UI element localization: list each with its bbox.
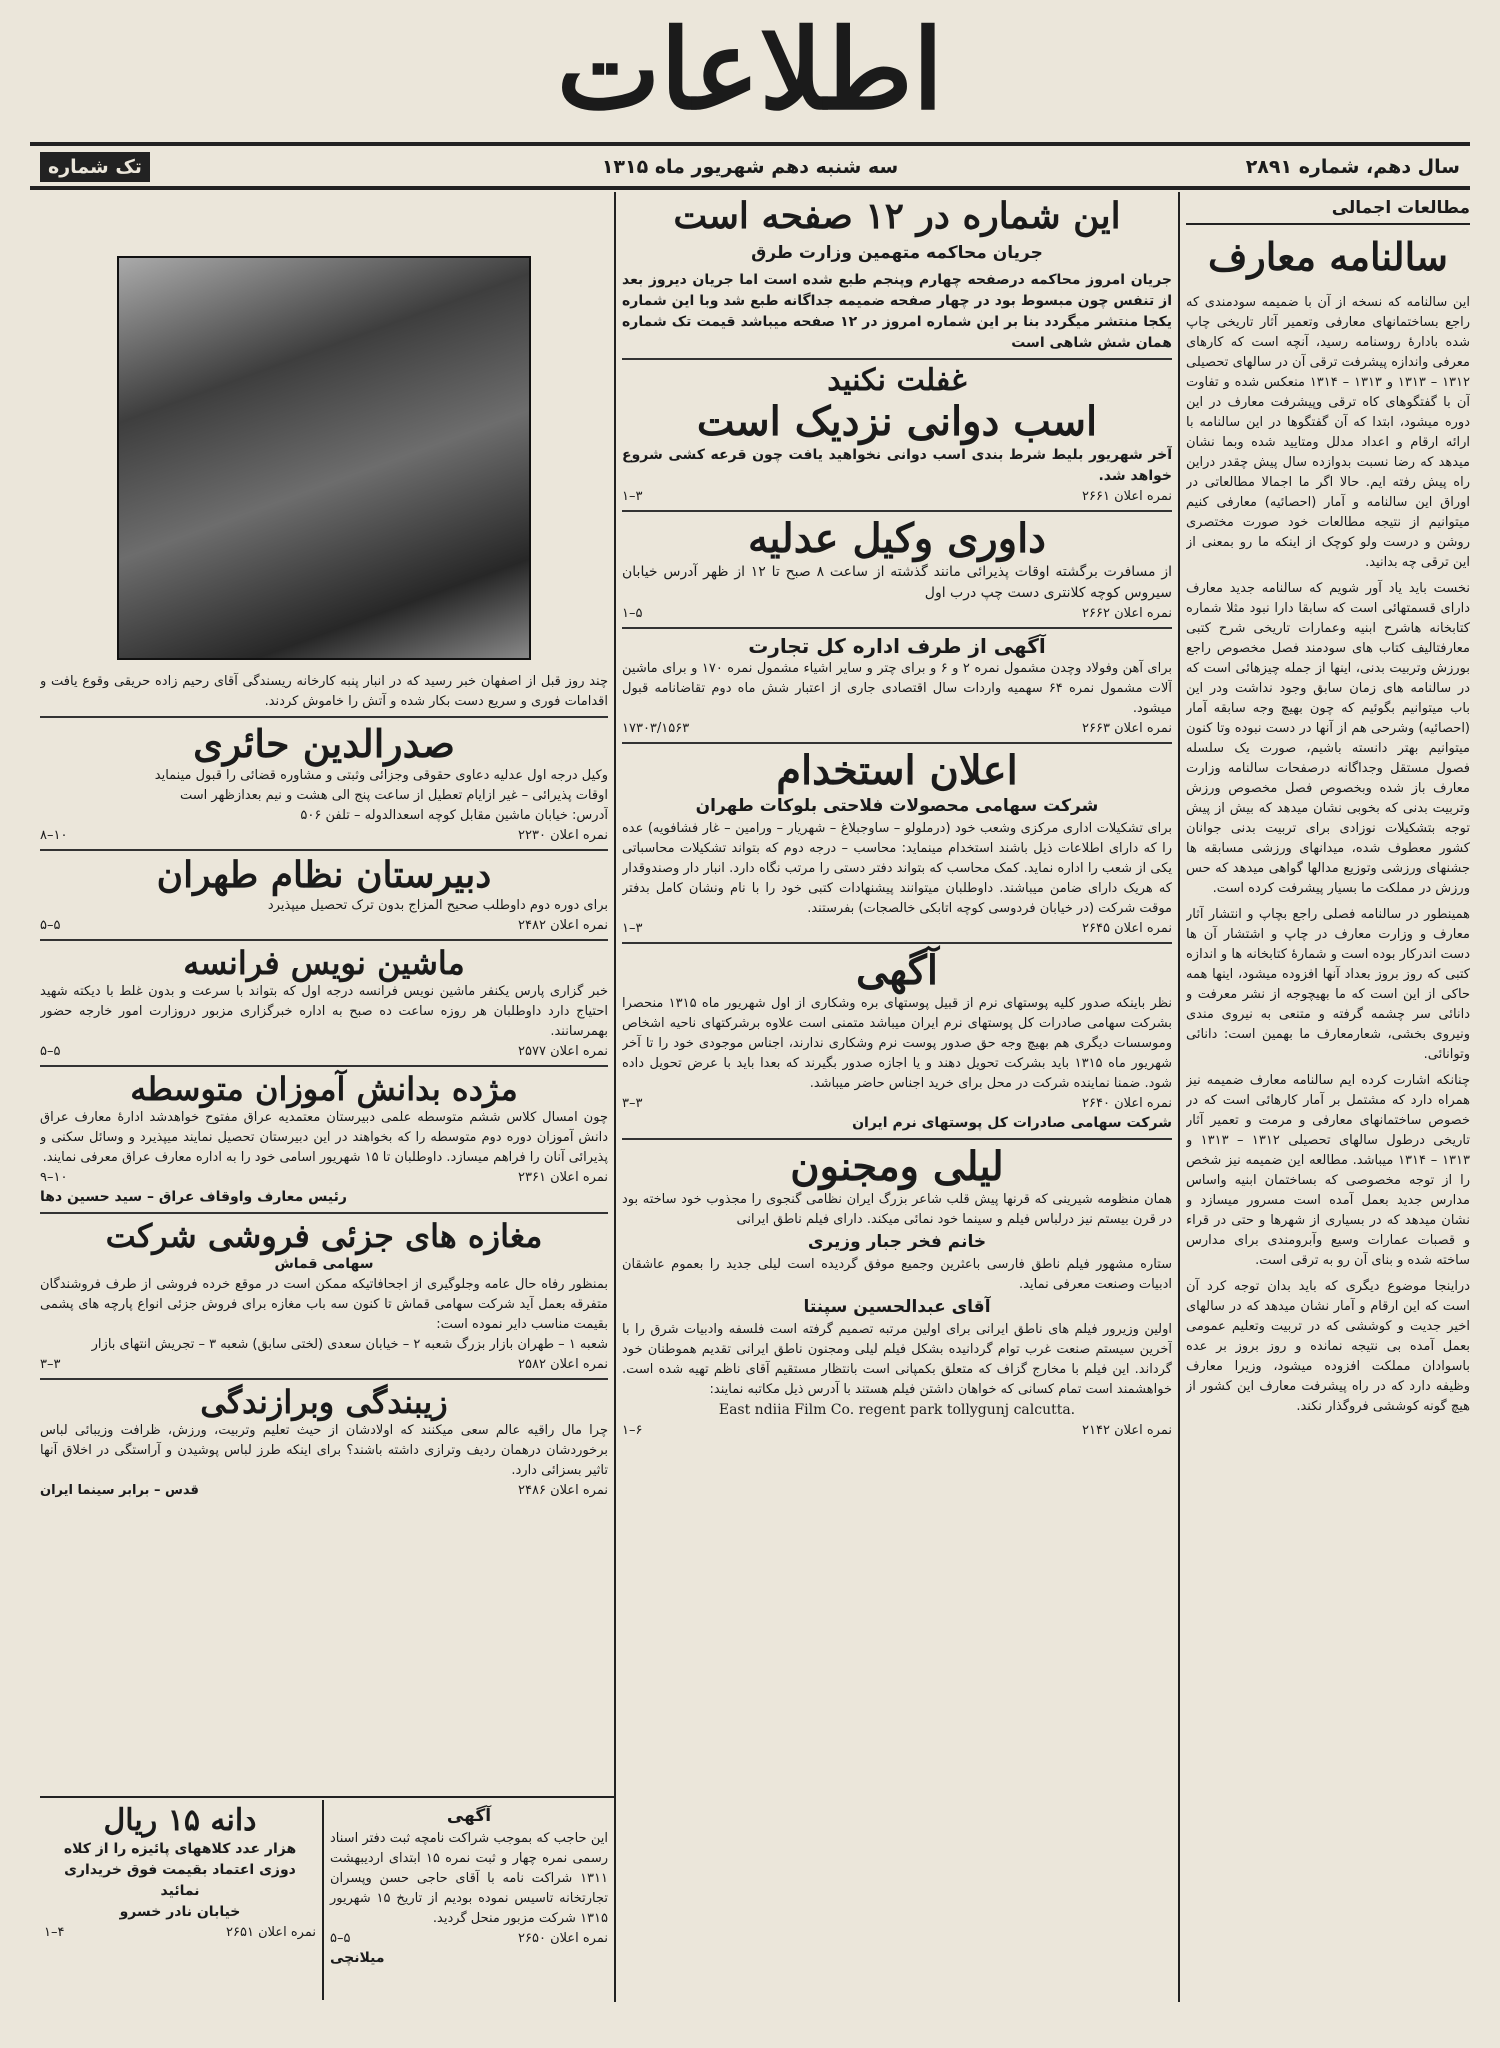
issue-number: ۲۸۹۱: [1245, 156, 1293, 178]
ad-students: [40, 1071, 608, 1208]
ad-fashion-text: چرا مال راقیه عالم سعی میکنند که اولادشان از حیث تعلیم وتربیت، ورزش، ظرافت وزیبائی لباس برخوردشان درهمان ردیف وترازی داشته باشند؟ برای اینکه طرز لباس پوشیدن و آراستگی در اخلاق آنها تاثیر بسزائی دارد.: [40, 1423, 608, 1479]
ad-hats-address: خیابان نادر خسرو: [119, 1903, 241, 1920]
article-paragraph-4: چنانکه اشارت کرده ایم سالنامه معارف ضمیمه نیز همراه دارد که مشتمل بر آمار کارهائی است که در خصوص ساختمانهای معارفی و مرمت و تعمیر آثار تاریخی درطول سالهای تحصیلی ۱۳۱۲ – ۱۳۱۳ و ۱۳۱۳ – ۱۳۱۴ میباشد. مطالعه این ضمیمه نیز شخص را از توجه مخصوصی که بساختمان ابنیه واساس مدارس جدید بعمل آمده است مسرور میسازد و نشان میدهد که در بسیاری از شهرها و حتی در قراء و قصبات عمارات وسیع وآبرومندی برای مدارس ساخته شده و بنای آن رو به ترقی است.: [1186, 1072, 1470, 1268]
ad-jobs-title: اعلان استخدام: [776, 746, 1018, 794]
ad-shops-title: مغازه های جزئی فروشی شرکت: [105, 1216, 543, 1255]
ad-partnership-signature: میلانچی: [330, 1950, 385, 1966]
column-center: [622, 196, 1172, 1996]
ad-typist-text: خبر گزاری پارس یکنفر ماشین نویس فرانسه درجه اول که بتواند با سرعت و بدون غلط با دیکته شهید احتیاج دارد داوطلبان هر روزه ساعت ده صبح به اداره خبرگزاری مزبور دروزارت امور خارجه حضور بهمرسانند.: [40, 983, 608, 1039]
bottom-divider-1: [322, 1800, 324, 2000]
ad-furs-number: نمره اعلان ۲۶۴۰: [1082, 1095, 1172, 1111]
ad-lawyer-haeri-title: صدرالدین حائری: [193, 721, 455, 766]
ad-lawyer-text: از مسافرت برگشته اوقات پذیرائی مانند گذشته از ساعت ۸ صبح تا ۱۲ از ظهر آدرس خیابان سیروس کوچه کلانتری دست چپ درب اول: [622, 563, 1172, 601]
ad-shops-branches: شعبه ۱ – طهران بازار بزرگ شعبه ۲ – خیابان سعدی (لختی سابق) شعبه ۳ – تجریش انتهای بازار: [91, 1337, 608, 1353]
ad-lawyer-haeri: [40, 722, 608, 845]
ad-furs-text: نظر باینکه صدور کلیه پوستهای نرم از قبیل پوستهای بره وشکاری از اول شهریور ماه ۱۳۱۵ منحصرا بشرکت سهامی صادرات کل پوستهای نرم ایران میباشد متمنی است علاوه برشرکتهای ناحیه اشخاص وموسسات دیگری هم بهیچ وجه حق صدور پوست نرم وشکاری ندارند، اجناس موجودی خود را تا آخر شهریور ماه ۱۳۱۵ باید بشرکت تحویل دهند و یا اجازه صدور بگیرند که بعدا باید با عرض تحویل داده شود. ضمنا نماینده شرکت در محل برای خرید اجناس حاضر میباشد.: [622, 995, 1172, 1091]
ad-lottery: [622, 364, 1172, 506]
ad-film: [622, 1144, 1172, 1440]
ad-jobs: [622, 748, 1172, 938]
ad-shops-text: بمنظور رفاه حال عامه وجلوگیری از اجحافاتیکه ممکن است در موقع خرده فروشی از طرف فروشندگان متفرقه بعمل آید شرکت سهامی قماش تا کنون سه باب مغازه برای فروش جزئی انواع پارچه های پشمی بقیمت مناسب دایر نموده است:: [40, 1277, 608, 1333]
issue-label: سال دهم، شماره: [1298, 156, 1460, 178]
ad-trade-code: ۱۷۳۰۳/۱۵۶۳: [622, 720, 690, 736]
ad-trade: [622, 633, 1172, 738]
ad-hats-number: نمره اعلان ۲۶۵۱: [226, 1924, 316, 1940]
ad-typist: [40, 945, 608, 1061]
ad-lawyer-haeri-code: ۱۰–۸: [40, 827, 68, 843]
ad-lawyer: [622, 516, 1172, 623]
ad-lottery-number: نمره اعلان ۲۶۶۱: [1082, 488, 1172, 504]
ad-students-title: مژده بدانش آموزان متوسطه: [130, 1069, 518, 1108]
ad-hats-text: هزار عدد کلاههای پائیزه را از کلاه دوزی اعتماد بقیمت فوق خریداری نمائید: [63, 1840, 297, 1899]
ad-film-code: ۶–۱: [622, 1422, 643, 1438]
price-tag: تک شماره: [40, 152, 150, 182]
section-header: مطالعات اجمالی: [1186, 196, 1470, 225]
column-divider-left: [614, 192, 616, 2002]
article-paragraph-1: این سالنامه که نسخه از آن با ضمیمه سودمندی که راجع بساختمانهای معارفی وتعمیر آثار تاریخی چاپ شده بادارهٔ روسنامه رسید، آنچه است که کارهای معرفی واندازه پیشرفت ترقی آن در سالهای تحصیلی ۱۳۱۲ – ۱۳۱۳ و ۱۳۱۳ – ۱۳۱۴ منعکس شده و تفاوت آن با گفتگوهای کاه ترقی وپیشرفت معارف در این دوره میشود، ابتدا که آن گفتگوها در این سالنامه با ارائه ارقام و اعداد مدلل ومتایید شده وبما نشان میدهد که رضا نسبت بدوازده سال پیش چقدر دراین راه پیش رفته ایم. حالا اگر ما اجمالا مطالعاتی در اوراق این سالنامه و آمار (احصائیه) معارفی کنیم میتوانیم از نتیجه مطالعات خود صورت مختصری روشن و درست ولو کوچک از اینکه ما رو بمعنی از این ترقی چه بدانید.: [1186, 294, 1470, 570]
ad-fashion-signature: قدس – برابر سینما ایران: [40, 1483, 199, 1499]
ad-partnership-number: نمره اعلان ۲۶۵۰: [518, 1931, 608, 1946]
ad-school-title: دبیرستان نظام طهران: [156, 853, 492, 896]
ad-lawyer-haeri-text: وکیل درجه اول عدلیه دعاوی حقوقی وجزائی وثبتی و مشاوره قضائی را قبول مینماید: [154, 767, 608, 783]
ad-lawyer-title: داوری وکیل عدلیه: [747, 514, 1046, 562]
ad-shops-number: نمره اعلان ۲۵۸۲: [518, 1357, 608, 1373]
ad-jobs-number: نمره اعلان ۲۶۴۵: [1082, 920, 1172, 936]
ad-shops: [40, 1218, 608, 1375]
article-paragraph-3: همینطور در سالنامه فصلی راجع بچاپ و انتشار آثار معارف و وزارت معارف در چاپ و اشتشار آن ها دست اندرکار بوده است و شمارهٔ کتابخانه ها و اندازه کتبی که روز بروز بعداد آنها افزوده میشود، اینها همه حاکی از این است که ما بهیچوجه از نشر معرفت و دانائی سر چشمه گرفته و متنعی به نیروی مندی ونیروی بخشی، شعارمعارف ما بهمین است: دانائی وتوانائی.: [1186, 906, 1470, 1062]
ad-typist-number: نمره اعلان ۲۵۷۷: [518, 1043, 608, 1059]
ad-lottery-title-2: اسب دوانی نزدیک است: [696, 397, 1098, 445]
ad-shops-code: ۳–۳: [40, 1357, 61, 1373]
masthead: [0, 0, 1500, 140]
photo-caption: چند روز قبل از اصفهان خبر رسید که در انبار پنبه کارخانه ریسندگی آقای رحیم زاده حریقی وقوع یافت و اقدامات فوری و سریع دست بکار شده و آتش را خاموش کردند.: [40, 674, 608, 709]
ad-fashion: [40, 1384, 608, 1500]
ad-film-star-2: آقای عبدالحسین سپنتا: [803, 1296, 991, 1317]
ad-trade-text: برای آهن وفولاد وچدن مشمول نمره ۲ و ۶ و برای چتر و سایر اشیاء مشمول نمره ۱۷۰ و برای ماشین آلات مشمول نمره ۶۴ سهمیه واردات سال اقتصادی جاری از اعتبار شش ماه دوم تقاضانامه قبول میشود.: [622, 660, 1172, 716]
ad-jobs-code: ۳–۱: [622, 920, 643, 936]
ad-furs-signature: شرکت سهامی صادرات کل پوستهای نرم ایران: [852, 1114, 1172, 1131]
masthead-rule-bottom: [30, 186, 1470, 190]
article-paragraph-2: نخست باید یاد آور شویم که سالنامه جدید معارف دارای قسمتهائی است که سابقا دارا نبود مثلا شماره کتابخانه هاشرح ابنیه وعمارات تاریخی شرح کتبی معارفتالیف کتاب های سودمند فصل مخصوص راجع بورزش وتربیت بدنی، اینها از جمله چیزهائی است که در سالنامه های زمان سابق وجود نداشت ودر این باب میتوانیم بگوئیم که چون بهیچ وجه سابقه آمار (احصائیه) وشرحی هم از آنها در دست نبوده وتا کنون میتوانیم بهتر دانسته باشیم، صورت یک سلسله فصول مستقل وجداگانه درصفحات سالنامه وزارت معارف باز شده وبخصوص فصل مخصوص ورزش وتربیت بدنی که بخوبی نشان میدهد که بیش از پیش توجه بتشکیلات نوزادی برای تربیت بدنی جوانان کشور معطوف شده، میدانهای ورزشی مسابقه ها جشنهای ورزشی وتوزیع مدالها گواهی میدهد که حس ورزش در مملکت ما بسیار پیشرفت کرده است.: [1186, 580, 1470, 896]
ad-film-title: لیلی ومجنون: [790, 1142, 1004, 1190]
ad-furs: [622, 948, 1172, 1134]
article-title: سالنامه معارف: [1207, 234, 1448, 279]
ad-students-code: ۱۰–۹: [40, 1169, 68, 1185]
ad-school-number: نمره اعلان ۲۴۸۲: [518, 918, 608, 934]
masthead-title: اطلاعات: [556, 5, 944, 134]
issue-date: سه شنبه دهم شهریور ماه ۱۳۱۵: [601, 156, 899, 178]
ad-hats-title: دانه ۱۵ ریال: [103, 1803, 257, 1838]
ad-jobs-text: برای تشکیلات اداری مرکزی وشعب خود (درملولو – ساوجبلاغ – شهریار – ورامین – غار فشافویه) عده را که دارای اطلاعات ذیل باشند استخدام مینماید: محاسب – درجه دوم که بتواند تشکیلات محاسباتی یکی از شعب را اداره نماید. کمک محاسب که بتواند دفتر دستی را مرتب نگاه دارد. انبار دار وصندوقدار که هریک دارای ضامن میباشند. داوطلبان میتوانند پیشنهادات کتبی خود را با نام ونشان کامل بدفتر موقت شرکت (در خیابان فردوسی کوچه اتابکی خالصجات) بفرستند.: [622, 820, 1172, 916]
ad-lawyer-haeri-address: آدرس: خیابان ماشین مقابل کوچه اسعدالدوله – تلفن ۵۰۶: [300, 807, 608, 823]
ad-lawyer-haeri-number: نمره اعلان ۲۲۳۰: [518, 827, 608, 843]
ad-film-star-1: خانم فخر جبار وزیری: [807, 1231, 987, 1252]
notice-title: این شماره در ۱۲ صفحه است: [673, 196, 1121, 237]
notice-text: جریان امروز محاکمه درصفحه چهارم وپنجم طبع شده است اما جریان دیروز بعد از تنفس چون مبسوط بود در چهار صفحه ضمیمه جداگانه طبع شد وبا این شماره یکجا منتشر میگردد بنا بر این شماره امروز در ۱۲ صفحه میباشد قیمت تک شماره همان شش شاهی است: [622, 272, 1172, 352]
ad-school: [40, 855, 608, 935]
ad-lawyer-haeri-hours: اوقات پذیرائی – غیر ازایام تعطیل از ساعت پنج الی هشت و نیم بعدازظهر است: [180, 787, 608, 803]
masthead-rule-top: [30, 142, 1470, 146]
ad-shops-subtitle: سهامی قماش: [274, 1256, 374, 1273]
ad-school-code: ۵–۵: [40, 918, 61, 934]
ad-film-number: نمره اعلان ۲۱۴۲: [1082, 1422, 1172, 1438]
ad-lottery-code: ۳–۱: [622, 488, 643, 504]
ad-typist-title: ماشین نویس فرانسه: [183, 944, 465, 983]
ad-furs-title: آگهی: [856, 946, 938, 994]
ad-lottery-text: آخر شهریور بلیط شرط بندی اسب دوانی نخواهید یافت چون قرعه کشی شروع خواهد شد.: [622, 446, 1172, 484]
ad-furs-code: ۳–۳: [622, 1095, 643, 1111]
ad-hats: [40, 1800, 320, 2000]
ad-partnership-code: ۵–۵: [330, 1931, 351, 1946]
ad-film-text-2: ستاره مشهور فیلم ناطق فارسی باعثرین وجمیع موفق گردیده است لیلی جدید را بعموم عاشقان ادبیات وصنعت معرفی نماید.: [622, 1256, 1172, 1292]
notice-block: [622, 196, 1172, 354]
ad-lawyer-code: ۵–۱: [622, 605, 643, 621]
column-right: [1186, 196, 1470, 1996]
ad-students-signature: رئیس معارف واوقاف عراق – سید حسین دها: [40, 1188, 347, 1205]
ad-students-number: نمره اعلان ۲۳۶۱: [518, 1169, 608, 1185]
ad-fashion-number: نمره اعلان ۲۴۸۶: [518, 1483, 608, 1499]
ad-film-address: East ndiia Film Co. regent park tollygunj calcutta.: [718, 1401, 1076, 1418]
ad-trade-title: آگهی از طرف اداره کل تجارت: [748, 633, 1046, 658]
article-paragraph-5: دراینجا موضوع دیگری که باید بدان توجه کرد آن است که این ارقام و آمار نشان میدهد که در سالهای اخیر جدیت و کوششی که در تربیت وتعلیم عمومی بعمل آمده بی نتیجه نمانده و روز بروز بر عده باسوادان مملکت افزوده میشود، وزیرا معارف وظیفه دارد که در راه پیشرفت معارف این کشور از هیچ گونه کوششی فروگذار نکند.: [1186, 1278, 1470, 1414]
ad-students-text: چون امسال کلاس ششم متوسطه علمی دبیرستان معتمدیه عراق مفتوح خواهدشد ادارهٔ معارف عراق دانش آموزان دوره دوم متوسطه را که بخواهند در این دبیرستان تحصیل نمایند میپذیرد و وسائل سکنی و پذیرائی آنان را فراهم میسازد. داوطلبان تا ۱۵ شهریور اسامی خود را به اداره معارف عراق معرفی نمایند.: [40, 1109, 608, 1165]
ad-partnership-title: آگهی: [446, 1806, 492, 1826]
ad-typist-code: ۵–۵: [40, 1043, 61, 1059]
ad-hats-code: ۴–۱: [44, 1924, 65, 1940]
ad-partnership-text: این حاجب که بموجب شراکت نامچه ثبت دفتر اسناد رسمی نمره چهار و ثبت نمره ۱۵ ابتدای اردیبهشت ۱۳۱۱ شراکت نامه با آقای حاجی حسن وپسران تجارتخانه تاسیس نموده بودیم از تاریخ ۱۵ شهریور ۱۳۱۵ شرکت مزبور منحل گردید.: [330, 1831, 608, 1926]
notice-subtitle: جریان محاکمه متهمین وزارت طرق: [751, 243, 1043, 264]
ad-partnership: [326, 1800, 612, 2000]
dateline-bar: [30, 150, 1470, 184]
column-left: [40, 196, 608, 1796]
ad-lawyer-number: نمره اعلان ۲۶۶۲: [1082, 605, 1172, 621]
ad-film-text-3: اولین وزیرور فیلم های ناطق ایرانی برای اولین مرتبه تصمیم گرفته است فلسفه وادبیات شرق را با آخرین سیستم صنعت غرب توام گردانیده بشکل فیلم لیلی ومجنون ناطق ایرانی تقدیم هموطنان خود گرداند. این فیلم با مخارج گزاف که متعلق بکمپانی است بانتظار مستقیم آقای ناظم تهیه شده است. خواهشمند است تمام کسانی که خواهان داشتن فیلم هستند با آدرس ذیل مکاتبه نمایند:: [622, 1321, 1172, 1397]
ad-school-text: برای دوره دوم داوطلب صحیح المزاج بدون ترک تحصیل میپذیرد: [267, 898, 608, 914]
ad-film-text-1: همان منظومه شیرینی که قرنها پیش قلب شاعر بزرگ ایران نظامی گنجوی را مجذوب خود ساخته بود در قرن بیستم نیز درلباس فیلم و سینما خود نمائی میکند. دارای فیلم ناطق ایرانی: [622, 1191, 1172, 1227]
ad-fashion-title: زیبندگی وبرازندگی: [200, 1383, 448, 1422]
news-photo: [117, 256, 531, 660]
ad-trade-number: نمره اعلان ۲۶۶۳: [1082, 720, 1172, 736]
column-divider-right: [1178, 192, 1180, 2002]
ad-jobs-subtitle: شرکت سهامی محصولات فلاحتی بلوکات طهران: [695, 795, 1099, 816]
bottom-row-rule: [40, 1796, 614, 1798]
ad-lottery-title-1: غفلت نکنید: [827, 363, 967, 399]
